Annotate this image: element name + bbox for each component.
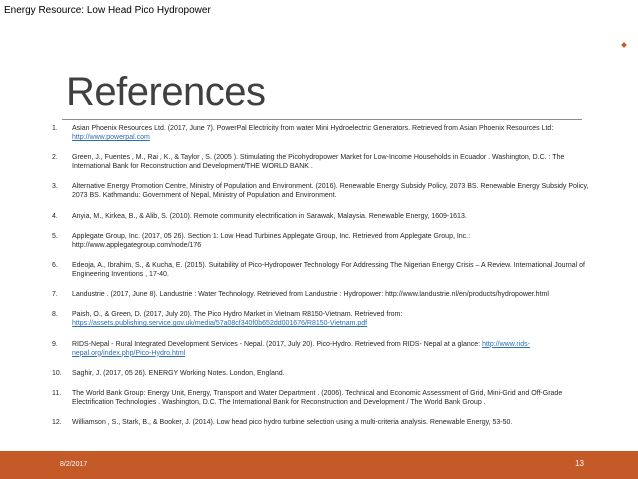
reference-text <box>72 182 592 200</box>
reference-body: RIDS-Nepal - Rural Integrated Development Services - Nepal. (2017, July 20). Pico-Hydro. Retrieved from RIDS- Nepal at a glance: <box>72 340 481 348</box>
presentation-header-title: Energy Resource: Low Head Pico Hydropower <box>4 5 211 16</box>
reference-item <box>52 212 592 221</box>
accent-diamond-icon <box>621 42 627 48</box>
reference-body: Williamson , S., Stark, B., & Booker, J. (2014). Low head pico hydro turbine selection using a multi-criteria analysis. Renewable Energy, 53-50. <box>72 419 513 427</box>
reference-item <box>52 418 592 427</box>
reference-text <box>72 124 592 142</box>
reference-text <box>72 389 592 407</box>
reference-item <box>52 124 592 142</box>
reference-number: 10. <box>52 369 62 377</box>
reference-number: 2. <box>52 154 58 162</box>
reference-number: 12. <box>52 419 62 427</box>
reference-link[interactable]: https://assets.publishing.service.gov.uk/media/57a08cf340f0b652dd001676/R8150-Vietnam.pdf <box>72 320 368 328</box>
reference-item <box>52 232 592 250</box>
reference-item <box>52 310 592 328</box>
reference-text <box>72 310 592 328</box>
reference-text <box>72 261 592 279</box>
reference-body: Applegate Group, Inc. (2017, 05 26). Section 1: Low Head Turbines Applegate Group, Inc. Retrieved from Applegate Group, Inc.: http://www.applegategroup.com/node/176 <box>72 232 471 249</box>
reference-item <box>52 182 592 200</box>
reference-text <box>72 290 592 299</box>
reference-item <box>52 389 592 407</box>
reference-text <box>72 369 592 378</box>
reference-number: 6. <box>52 261 58 269</box>
reference-number: 7. <box>52 291 58 299</box>
reference-number: 11. <box>52 389 62 397</box>
footer-bar <box>0 451 638 479</box>
reference-text <box>72 418 592 427</box>
reference-number: 3. <box>52 183 58 191</box>
reference-body: Anyia, M., Kirkea, B., & Alib, S. (2010). Remote community electrification in Sarawak, Malaysia. Renewable Energy, 1609-1613. <box>72 212 467 220</box>
reference-body: Asian Phoenix Resources Ltd. (2017, June 7). PowerPal Electricity from water Mini Hydroelectric Generators. Retrieved from Asian Phoenix Resources Ltd: <box>72 125 554 132</box>
references-list <box>52 124 592 438</box>
reference-item <box>52 261 592 279</box>
reference-text <box>72 212 592 221</box>
reference-body: Edeoja, A., Ibrahim, S., & Kucha, E. (2015). Suitability of Pico-Hydropower Technology For Addressing The Nigerian Energy Crisis – A Review. International Journal of Engineering Inventions , 17-40. <box>72 261 585 278</box>
reference-number: 5. <box>52 232 58 240</box>
reference-body: Landustrie . (2017, June 8). Landustrie : Water Technology. Retrieved from Landustrie : Hydropower: http://www.landustrie.nl/en/products/hydropower.html <box>72 291 549 299</box>
reference-item <box>52 369 592 378</box>
reference-item <box>52 153 592 171</box>
reference-body: Green, J., Fuentes , M., Rai , K., & Taylor , S. (2005 ). Stimulating the Picohydropower Market for Low-Income Households in Ecuador . Washington, D.C. : The International Bank for Reconstruction and Development/THE WORLD BANK . <box>72 154 565 171</box>
reference-link[interactable]: http://www.powerpal.com <box>72 134 150 141</box>
reference-body: Alternative Energy Promotion Centre, Ministry of Population and Environment. (2016). Renewable Energy Subsidy Policy, 2073 BS. Renewable Energy Subsidy Policy, 2073 BS. Kathmandu: Government of Nepal, Ministry of Population and Environment. <box>72 183 589 200</box>
reference-number: 9. <box>52 340 58 348</box>
reference-body: The World Bank Group: Energy Unit, Energy, Transport and Water Department . (2006). Technical and Economic Assessment of Grid, Mini-Grid and Off-Grade Electrification Technologies . Washington, D.C. The International Bank for Reconstruction and Development / The World Bank Group . <box>72 389 563 406</box>
reference-link[interactable]: http://www.rids-nepal.org/index.php/Pico-Hydro.html <box>72 340 530 357</box>
page-number: 13 <box>575 459 584 468</box>
reference-item <box>52 340 592 358</box>
reference-item <box>52 290 592 299</box>
reference-number: 8. <box>52 311 58 319</box>
slide-title: References <box>66 70 266 114</box>
footer-date: 8/2/2017 <box>60 461 88 468</box>
reference-body: Paish, O., & Green, D. (2017, July 20). The Pico Hydro Market in Vietnam R8150-Vietnam. Retrieved from: <box>72 311 403 319</box>
reference-number: 1. <box>52 125 58 132</box>
reference-text <box>72 340 592 358</box>
title-divider <box>62 119 582 120</box>
reference-text <box>72 153 592 171</box>
reference-body: Saghir, J. (2017, 05 26). ENERGY Working Notes. London, England. <box>72 369 285 377</box>
reference-number: 4. <box>52 212 58 220</box>
reference-text <box>72 232 592 250</box>
